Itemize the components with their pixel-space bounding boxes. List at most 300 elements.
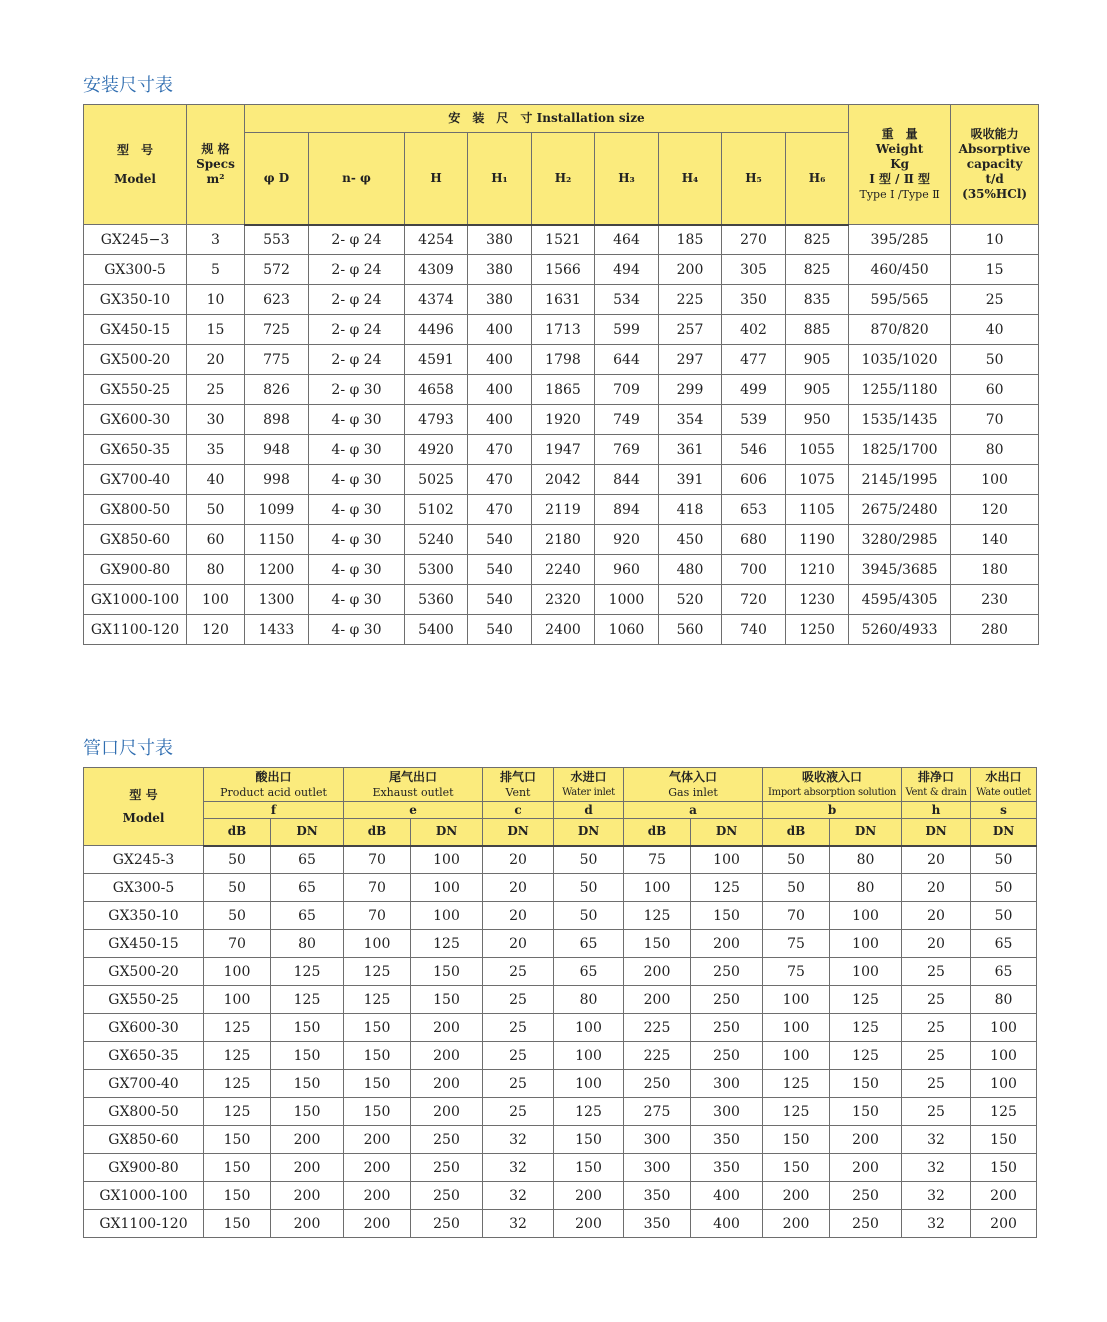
table-cell: 250	[411, 1182, 483, 1210]
table-cell: 75	[763, 958, 830, 986]
table-cell: 4254	[405, 225, 468, 255]
table-cell: 546	[722, 435, 786, 465]
table-cell: 100	[763, 1042, 830, 1070]
table-cell: 720	[722, 585, 786, 615]
table-cell: 4- φ 30	[309, 555, 405, 585]
table-cell: 70	[344, 902, 411, 930]
group-header-absorption-inlet	[763, 768, 902, 802]
table-cell: 230	[951, 585, 1039, 615]
table-cell: 494	[595, 255, 659, 285]
table-cell: 4- φ 30	[309, 585, 405, 615]
table-cell: 125	[204, 1098, 271, 1126]
table-cell: 25	[951, 285, 1039, 315]
table-row	[84, 285, 1039, 315]
table-cell: 150	[830, 1098, 902, 1126]
table-cell: 20	[483, 874, 554, 902]
table-cell: 125	[204, 1014, 271, 1042]
model-cell: GX300-5	[84, 255, 187, 285]
table-cell: 50	[204, 874, 271, 902]
weight-header	[849, 105, 951, 225]
table-row	[84, 1126, 1037, 1154]
table-cell: 5300	[405, 555, 468, 585]
table-cell: 65	[271, 874, 344, 902]
table-cell: 480	[659, 555, 722, 585]
table-cell: 150	[691, 902, 763, 930]
table-cell: 20	[483, 902, 554, 930]
table-cell: 477	[722, 345, 786, 375]
table-cell: 100	[411, 846, 483, 874]
table-cell: 4- φ 30	[309, 405, 405, 435]
table-cell: 50	[554, 902, 624, 930]
table-cell: 1035/1020	[849, 345, 951, 375]
table-cell: 100	[971, 1014, 1037, 1042]
table-cell: 100	[624, 874, 691, 902]
table-cell: 5240	[405, 525, 468, 555]
table-cell: 150	[204, 1126, 271, 1154]
table-cell: 200	[830, 1154, 902, 1182]
table-cell: 905	[786, 345, 849, 375]
group-header-en: Gas inlet	[668, 785, 718, 799]
table-cell: 80	[271, 930, 344, 958]
table-cell: 50	[204, 846, 271, 874]
table-cell: 1713	[532, 315, 595, 345]
table-cell: 1000	[595, 585, 659, 615]
table-cell: 870/820	[849, 315, 951, 345]
sub-col-header: DN	[902, 819, 971, 846]
table-cell: 35	[187, 435, 245, 465]
table-cell: 150	[344, 1098, 411, 1126]
table-row	[84, 495, 1039, 525]
table-cell: 299	[659, 375, 722, 405]
table-cell: 32	[483, 1210, 554, 1238]
table-cell: 150	[344, 1014, 411, 1042]
table-cell: 540	[468, 585, 532, 615]
table-cell: 400	[468, 315, 532, 345]
group-header-water-inlet	[554, 768, 624, 802]
col-header: H₁	[468, 133, 532, 225]
table-cell: 200	[624, 986, 691, 1014]
group-header-cn: 吸收液入口	[802, 769, 863, 784]
table-cell: 32	[902, 1126, 971, 1154]
table-cell: 950	[786, 405, 849, 435]
table-cell: 200	[271, 1210, 344, 1238]
table-cell: 595/565	[849, 285, 951, 315]
table-cell: 280	[951, 615, 1039, 645]
table-cell: 1255/1180	[849, 375, 951, 405]
model-cell: GX900-80	[84, 1154, 204, 1182]
table-cell: 25	[902, 1042, 971, 1070]
table-cell: 65	[971, 958, 1037, 986]
table-cell: 250	[830, 1182, 902, 1210]
table-cell: 5102	[405, 495, 468, 525]
table-cell: 300	[691, 1098, 763, 1126]
table-cell: 5	[187, 255, 245, 285]
table-cell: 70	[763, 902, 830, 930]
table-cell: 725	[245, 315, 309, 345]
table-cell: 418	[659, 495, 722, 525]
table-cell: 65	[554, 958, 624, 986]
table-cell: 623	[245, 285, 309, 315]
table-cell: 898	[245, 405, 309, 435]
group-header-cn: 气体入口	[669, 769, 718, 784]
table-cell: 1055	[786, 435, 849, 465]
table-cell: 100	[971, 1042, 1037, 1070]
table-cell: 50	[204, 902, 271, 930]
table-cell: 460/450	[849, 255, 951, 285]
sub-col-header: DN	[554, 819, 624, 846]
model-cell: GX700-40	[84, 1070, 204, 1098]
model-cell: GX800-50	[84, 495, 187, 525]
table-cell: 150	[971, 1154, 1037, 1182]
table-cell: 540	[468, 525, 532, 555]
table-cell: 380	[468, 285, 532, 315]
table-cell: 80	[830, 846, 902, 874]
model-header	[84, 105, 187, 225]
table-cell: 10	[187, 285, 245, 315]
table-cell: 400	[468, 405, 532, 435]
table-cell: 15	[951, 255, 1039, 285]
col-header: H₆	[786, 133, 849, 225]
table-cell: 395/285	[849, 225, 951, 255]
table-cell: 100	[830, 902, 902, 930]
table-row	[84, 958, 1037, 986]
table-cell: 599	[595, 315, 659, 345]
table-cell: 150	[763, 1154, 830, 1182]
model-cell: GX450-15	[84, 930, 204, 958]
table-cell: 2145/1995	[849, 465, 951, 495]
table-cell: 200	[554, 1210, 624, 1238]
table-cell: 3280/2985	[849, 525, 951, 555]
model-cell: GX500-20	[84, 345, 187, 375]
table-cell: 534	[595, 285, 659, 315]
table-cell: 1920	[532, 405, 595, 435]
table-cell: 50	[554, 874, 624, 902]
table-cell: 200	[411, 1014, 483, 1042]
table-cell: 2675/2480	[849, 495, 951, 525]
table-cell: 1521	[532, 225, 595, 255]
table-cell: 905	[786, 375, 849, 405]
table-cell: 125	[624, 902, 691, 930]
specs-header	[187, 105, 245, 225]
table-cell: 1105	[786, 495, 849, 525]
table-cell: 65	[271, 846, 344, 874]
table-cell: 65	[271, 902, 344, 930]
table-cell: 100	[204, 986, 271, 1014]
table-cell: 894	[595, 495, 659, 525]
table-cell: 653	[722, 495, 786, 525]
table-cell: 4- φ 30	[309, 615, 405, 645]
table-cell: 150	[554, 1154, 624, 1182]
table-cell: 402	[722, 315, 786, 345]
table-cell: 644	[595, 345, 659, 375]
table-row	[84, 1070, 1037, 1098]
table-cell: 125	[830, 986, 902, 1014]
table-row	[84, 555, 1039, 585]
table-row	[84, 930, 1037, 958]
table-cell: 1230	[786, 585, 849, 615]
table-cell: 2- φ 24	[309, 315, 405, 345]
table-cell: 4- φ 30	[309, 465, 405, 495]
model-cell: GX350-10	[84, 902, 204, 930]
nozzle-subheader-row	[84, 819, 1037, 846]
model-cell: GX650-35	[84, 1042, 204, 1070]
table-cell: 125	[971, 1098, 1037, 1126]
table-cell: 25	[902, 986, 971, 1014]
table-cell: 25	[483, 1042, 554, 1070]
table-cell: 400	[468, 345, 532, 375]
table-cell: 250	[411, 1126, 483, 1154]
table-cell: 200	[763, 1210, 830, 1238]
table-cell: 100	[763, 1014, 830, 1042]
table-cell: 32	[483, 1182, 554, 1210]
table-cell: 200	[763, 1182, 830, 1210]
table-cell: 350	[691, 1126, 763, 1154]
table-cell: 250	[691, 1014, 763, 1042]
table-cell: 464	[595, 225, 659, 255]
table-cell: 100	[187, 585, 245, 615]
model-cell: GX700-40	[84, 465, 187, 495]
model-cell: GX600-30	[84, 1014, 204, 1042]
installation-size-header: 安 装 尺 寸 Installation size	[245, 105, 849, 133]
table-cell: 1200	[245, 555, 309, 585]
table-cell: 4595/4305	[849, 585, 951, 615]
table-cell: 826	[245, 375, 309, 405]
table-cell: 2400	[532, 615, 595, 645]
table-cell: 1566	[532, 255, 595, 285]
table-cell: 5260/4933	[849, 615, 951, 645]
table-cell: 200	[271, 1154, 344, 1182]
table-cell: 200	[411, 1042, 483, 1070]
model-cell: GX300-5	[84, 874, 204, 902]
group-code: d	[554, 802, 624, 819]
table-cell: 100	[554, 1014, 624, 1042]
specs-header-en: Specs	[196, 157, 235, 171]
table-cell: 250	[624, 1070, 691, 1098]
table-cell: 4793	[405, 405, 468, 435]
table-cell: 200	[411, 1070, 483, 1098]
weight-header-type-en: Type Ⅰ /Type Ⅱ	[859, 188, 940, 201]
table-cell: 25	[483, 1070, 554, 1098]
group-header-acid-outlet	[204, 768, 344, 802]
table-cell: 470	[468, 465, 532, 495]
table-cell: 70	[204, 930, 271, 958]
sub-col-header: DN	[411, 819, 483, 846]
table-cell: 75	[763, 930, 830, 958]
table-cell: 50	[971, 874, 1037, 902]
table-row	[84, 405, 1039, 435]
table-cell: 3945/3685	[849, 555, 951, 585]
group-header-cn: 水出口	[985, 769, 1022, 784]
weight-header-cn: 重 量	[881, 127, 918, 141]
table-cell: 300	[624, 1154, 691, 1182]
table-row	[84, 986, 1037, 1014]
sub-col-header: DN	[483, 819, 554, 846]
table-cell: 200	[271, 1182, 344, 1210]
model-cell: GX550-25	[84, 986, 204, 1014]
table-cell: 25	[483, 958, 554, 986]
table-cell: 2- φ 24	[309, 285, 405, 315]
sub-col-header: dB	[344, 819, 411, 846]
table-cell: 20	[902, 902, 971, 930]
table-cell: 100	[830, 958, 902, 986]
table-cell: 125	[554, 1098, 624, 1126]
table-cell: 1631	[532, 285, 595, 315]
table-cell: 125	[344, 958, 411, 986]
table-cell: 1865	[532, 375, 595, 405]
table-cell: 150	[271, 1070, 344, 1098]
group-header-en: Exhaust outlet	[372, 785, 454, 799]
group-header-vent	[483, 768, 554, 802]
nozzle-model-header-en: Model	[122, 810, 165, 825]
nozzle-size-table	[83, 767, 1037, 1238]
absorptive-header-cn: 吸收能力	[970, 127, 1019, 141]
table-cell: 700	[722, 555, 786, 585]
table-cell: 120	[951, 495, 1039, 525]
table-cell: 150	[204, 1154, 271, 1182]
model-cell: GX1100-120	[84, 615, 187, 645]
table-cell: 125	[763, 1098, 830, 1126]
group-header-vent-drain	[902, 768, 971, 802]
col-header: H₂	[532, 133, 595, 225]
table-cell: 4591	[405, 345, 468, 375]
model-cell: GX500-20	[84, 958, 204, 986]
table-cell: 80	[830, 874, 902, 902]
col-header: φ D	[245, 133, 309, 225]
table-cell: 50	[763, 874, 830, 902]
table-cell: 100	[344, 930, 411, 958]
table-cell: 520	[659, 585, 722, 615]
table-cell: 553	[245, 225, 309, 255]
table-cell: 4374	[405, 285, 468, 315]
table-cell: 350	[624, 1210, 691, 1238]
table-cell: 100	[554, 1042, 624, 1070]
table-cell: 4658	[405, 375, 468, 405]
table-cell: 25	[902, 1098, 971, 1126]
table-cell: 100	[830, 930, 902, 958]
table-cell: 1075	[786, 465, 849, 495]
table-cell: 125	[830, 1042, 902, 1070]
table-cell: 100	[691, 846, 763, 874]
table-cell: 350	[722, 285, 786, 315]
table-cell: 150	[411, 986, 483, 1014]
table-cell: 1060	[595, 615, 659, 645]
table-cell: 180	[951, 555, 1039, 585]
table-cell: 25	[483, 1098, 554, 1126]
table-row	[84, 525, 1039, 555]
table-cell: 1190	[786, 525, 849, 555]
col-header: H₃	[595, 133, 659, 225]
table-cell: 40	[187, 465, 245, 495]
table-cell: 125	[271, 986, 344, 1014]
table-cell: 540	[468, 615, 532, 645]
table-cell: 70	[344, 846, 411, 874]
model-cell: GX350-10	[84, 285, 187, 315]
sub-col-header: DN	[830, 819, 902, 846]
table-cell: 70	[344, 874, 411, 902]
table-cell: 1825/1700	[849, 435, 951, 465]
table-cell: 200	[344, 1182, 411, 1210]
table-cell: 1099	[245, 495, 309, 525]
table-row	[84, 846, 1037, 874]
table-cell: 606	[722, 465, 786, 495]
table-cell: 835	[786, 285, 849, 315]
table-cell: 350	[691, 1154, 763, 1182]
table-cell: 250	[411, 1154, 483, 1182]
table-cell: 200	[624, 958, 691, 986]
absorptive-header	[951, 105, 1039, 225]
absorptive-header-note: (35%HCl)	[962, 187, 1028, 201]
table-cell: 825	[786, 255, 849, 285]
table-row	[84, 615, 1039, 645]
sub-col-header: dB	[624, 819, 691, 846]
model-cell: GX800-50	[84, 1098, 204, 1126]
table-row	[84, 315, 1039, 345]
table-cell: 920	[595, 525, 659, 555]
table-cell: 25	[483, 986, 554, 1014]
table-row	[84, 1014, 1037, 1042]
table-cell: 100	[204, 958, 271, 986]
table-cell: 20	[902, 874, 971, 902]
table-cell: 65	[971, 930, 1037, 958]
table-cell: 709	[595, 375, 659, 405]
table-cell: 50	[971, 846, 1037, 874]
table-cell: 32	[902, 1154, 971, 1182]
table-row	[84, 375, 1039, 405]
nozzle-model-header	[84, 768, 204, 846]
table-row	[84, 1042, 1037, 1070]
nozzle-table-title: 管口尺寸表	[83, 738, 173, 759]
weight-header-type-cn: Ⅰ 型 / Ⅱ 型	[869, 172, 931, 186]
table-cell: 1300	[245, 585, 309, 615]
table-cell: 2- φ 24	[309, 225, 405, 255]
table-cell: 400	[691, 1182, 763, 1210]
table-cell: 25	[902, 958, 971, 986]
table-cell: 20	[483, 930, 554, 958]
col-header: n- φ	[309, 133, 405, 225]
model-header-cn: 型 号	[116, 142, 153, 157]
table-cell: 250	[691, 958, 763, 986]
sub-col-header: DN	[271, 819, 344, 846]
table-cell: 125	[204, 1042, 271, 1070]
col-header: H₅	[722, 133, 786, 225]
group-code: b	[763, 802, 902, 819]
nozzle-model-header-cn: 型 号	[129, 787, 158, 802]
group-code: f	[204, 802, 344, 819]
table-cell: 125	[411, 930, 483, 958]
table-cell: 3	[187, 225, 245, 255]
table-cell: 2- φ 30	[309, 375, 405, 405]
table-cell: 297	[659, 345, 722, 375]
table-cell: 257	[659, 315, 722, 345]
group-header-cn: 水进口	[570, 769, 607, 784]
table-cell: 305	[722, 255, 786, 285]
model-cell: GX550-25	[84, 375, 187, 405]
group-code: e	[344, 802, 483, 819]
col-header: H₄	[659, 133, 722, 225]
table-cell: 300	[624, 1126, 691, 1154]
table-cell: 540	[468, 555, 532, 585]
table-cell: 400	[468, 375, 532, 405]
table-cell: 775	[245, 345, 309, 375]
table-cell: 125	[830, 1014, 902, 1042]
table-cell: 1150	[245, 525, 309, 555]
table-cell: 749	[595, 405, 659, 435]
table-cell: 270	[722, 225, 786, 255]
table-cell: 885	[786, 315, 849, 345]
table-cell: 200	[344, 1210, 411, 1238]
table-cell: 200	[554, 1182, 624, 1210]
table-cell: 200	[659, 255, 722, 285]
